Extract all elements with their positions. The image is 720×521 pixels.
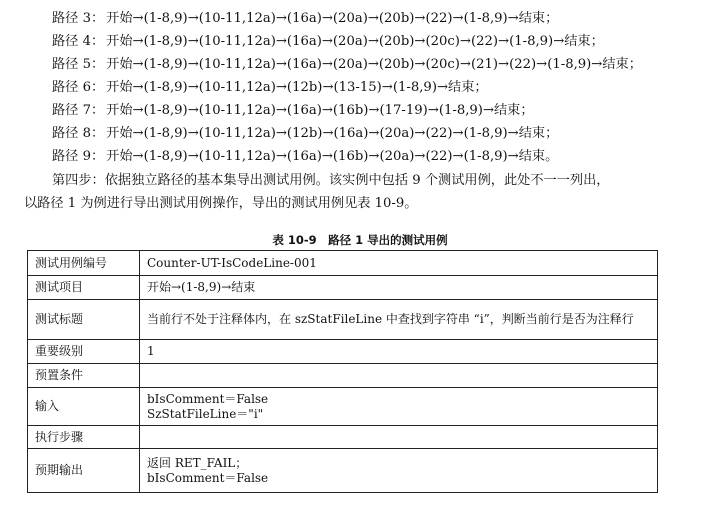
path-sequence: 开始→(1-8,9)→(10-11,12a)→(16a)→(16b)→(20a)→(22)→(1-8,9)→结束。 — [106, 149, 559, 164]
row-value — [140, 300, 658, 340]
row-value-line: 当前行不处于注释体内，在 szStatFileLine 中查找到字符串 “i”，判断当前行是否为注释行 — [147, 312, 634, 327]
row-key: 预期输出 — [28, 449, 140, 493]
row-value — [140, 449, 658, 493]
row-value — [140, 340, 658, 364]
row-key: 执行步骤 — [28, 426, 140, 449]
table-row — [28, 364, 658, 388]
row-key: 测试用例编号 — [28, 251, 140, 276]
row-value — [140, 388, 658, 426]
path-sequence: 开始→(1-8,9)→(10-11,12a)→(16a)→(16b)→(17-19)→(1-8,9)→结束； — [106, 103, 534, 118]
path-label: 路径 9： — [52, 149, 105, 164]
row-value — [140, 426, 658, 449]
row-key: 重要级别 — [28, 340, 140, 364]
table-row — [28, 251, 658, 276]
table-row — [28, 300, 658, 340]
path-label: 路径 3： — [52, 11, 105, 26]
path-line-7 — [52, 102, 534, 119]
path-label: 路径 8： — [52, 126, 105, 141]
row-value — [140, 364, 658, 388]
row-value-line: bIsComment＝False — [147, 470, 269, 485]
path-line-8 — [52, 125, 558, 142]
test-case-table — [27, 250, 658, 493]
row-value-line: Counter-UT-IsCodeLine-001 — [147, 255, 317, 270]
row-value-line: SzStatFileLine＝"i" — [147, 406, 264, 421]
path-line-9 — [52, 148, 558, 165]
row-value-line: bIsComment＝False — [147, 392, 269, 406]
path-line-4 — [52, 33, 604, 50]
path-label: 路径 4： — [52, 34, 105, 49]
table-caption: 表 10-9 路径 1 导出的测试用例 — [272, 233, 448, 247]
table-row — [28, 449, 658, 493]
path-label: 路径 7： — [52, 103, 105, 118]
path-sequence: 开始→(1-8,9)→(10-11,12a)→(16a)→(20a)→(20b)→(22)→(1-8,9)→结束； — [106, 11, 559, 26]
row-key: 输入 — [28, 388, 140, 426]
table-row — [28, 426, 658, 449]
row-key: 测试标题 — [28, 300, 140, 340]
row-value — [140, 251, 658, 276]
row-value-line: 返回 RET_FAIL； — [147, 456, 248, 470]
row-value-line: 开始→(1-8,9)→结束 — [147, 280, 256, 295]
table-row — [28, 340, 658, 364]
path-line-3 — [52, 10, 558, 27]
path-sequence: 开始→(1-8,9)→(10-11,12a)→(12b)→(13-15)→(1-8,9)→结束； — [106, 80, 488, 95]
row-key: 测试项目 — [28, 276, 140, 300]
step4-paragraph-line1: 第四步：依据独立路径的基本集导出测试用例。该实例中包括 9 个测试用例，此处不一一列出， — [52, 173, 610, 188]
table-row — [28, 276, 658, 300]
row-value-line: 1 — [147, 344, 155, 359]
path-sequence: 开始→(1-8,9)→(10-11,12a)→(16a)→(20a)→(20b)→(20c)→(22)→(1-8,9)→结束； — [106, 34, 604, 49]
path-label: 路径 6： — [52, 80, 105, 95]
path-line-6 — [52, 79, 488, 96]
row-value — [140, 276, 658, 300]
row-key: 预置条件 — [28, 364, 140, 388]
step4-paragraph-line2: 以路径 1 为例进行导出测试用例操作，导出的测试用例见表 10-9。 — [24, 196, 418, 211]
path-label: 路径 5： — [52, 57, 105, 72]
path-sequence: 开始→(1-8,9)→(10-11,12a)→(12b)→(16a)→(20a)→(22)→(1-8,9)→结束； — [106, 126, 559, 141]
table-row — [28, 388, 658, 426]
path-sequence: 开始→(1-8,9)→(10-11,12a)→(16a)→(20a)→(20b)→(20c)→(21)→(22)→(1-8,9)→结束； — [106, 57, 642, 72]
path-line-5 — [52, 56, 642, 73]
